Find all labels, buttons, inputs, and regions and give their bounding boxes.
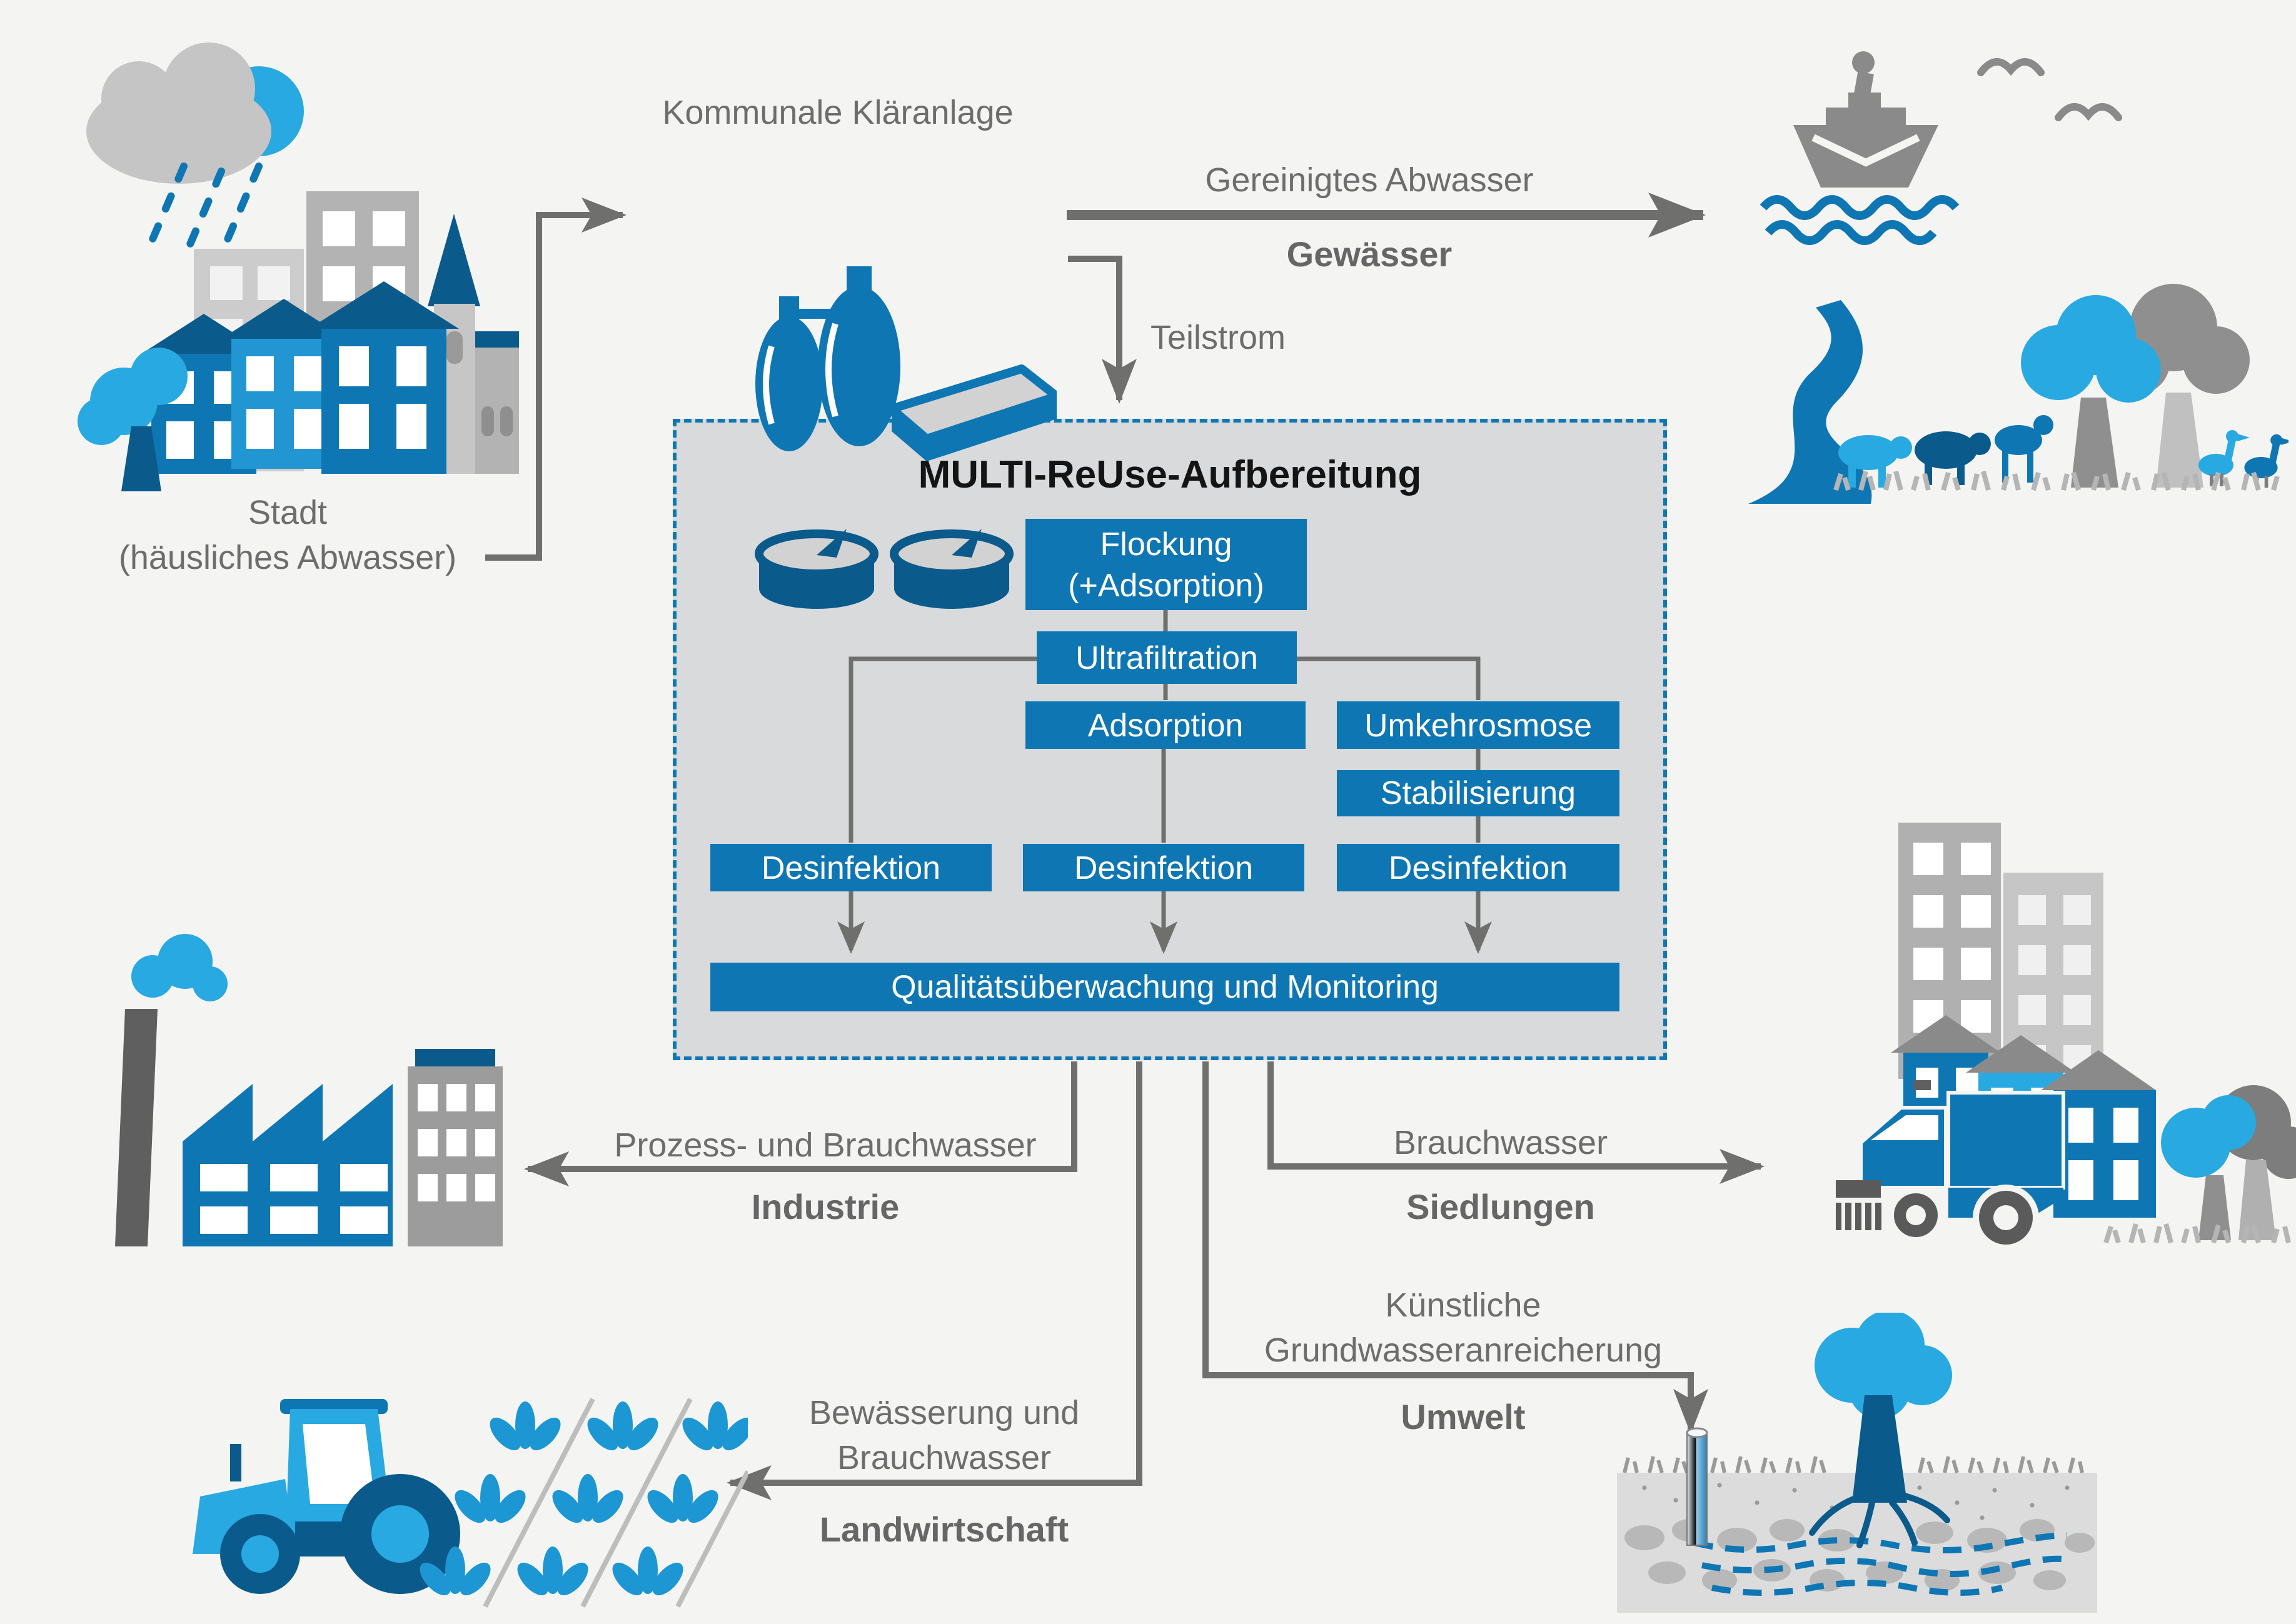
node-umkehrosmose: Umkehrosmose — [1337, 701, 1619, 749]
tree-icon — [2161, 1085, 2296, 1240]
chimney-icon — [115, 1009, 158, 1246]
bird-icon — [1981, 62, 2041, 73]
digester-icon — [755, 266, 900, 451]
panel-title: MULTI-ReUse-Aufbereitung — [918, 453, 1422, 496]
crop-field-icon — [415, 1399, 748, 1606]
settlement-icon — [1836, 800, 2296, 1263]
node-ultrafiltration: Ultrafiltration — [1037, 631, 1297, 684]
houses-icon — [141, 281, 459, 474]
node-adsorption: Adsorption — [1025, 701, 1306, 749]
siedlungen-label: Siedlungen — [1406, 1188, 1595, 1226]
siedlungen-flow-label: Brauchwasser — [1393, 1124, 1608, 1161]
waves-icon — [1763, 199, 1956, 241]
treatment-plant-icon — [707, 231, 1057, 644]
umwelt-label: Umwelt — [1401, 1398, 1526, 1436]
basin-icon — [892, 369, 1057, 461]
clarifier-icon — [759, 529, 1009, 609]
well-icon — [1687, 1428, 1707, 1545]
node-desinfektion-1: Desinfektion — [710, 844, 992, 891]
industrie-flow-label: Prozess- und Brauchwasser — [614, 1126, 1037, 1164]
city-icon — [69, 31, 519, 556]
gewaesser-label: Gewässer — [1286, 235, 1453, 274]
smoke-icon — [131, 934, 228, 1001]
node-desinfektion-3: Desinfektion — [1337, 844, 1619, 891]
sweeper-truck-icon — [1836, 1080, 2063, 1248]
agriculture-icon — [160, 1381, 748, 1619]
node-monitoring: Qualitätsüberwachung und Monitoring — [710, 963, 1619, 1011]
umwelt-flow-label: Künstliche Grundwasseranreicherung — [1264, 1286, 1663, 1369]
gereinigtes-abwasser-label: Gereinigtes Abwasser — [1205, 161, 1534, 199]
teilstrom-label: Teilstrom — [1151, 319, 1286, 356]
stadt-label: Stadt (häusliches Abwasser) — [118, 494, 457, 576]
landwirtschaft-label: Landwirtschaft — [819, 1510, 1069, 1549]
klaeranlage-label: Kommunale Kläranlage — [662, 94, 1014, 131]
bird-icon — [2058, 107, 2118, 118]
node-stabilisierung: Stabilisierung — [1337, 770, 1619, 816]
landwirtschaft-flow-label: Bewässerung und Brauchwasser — [808, 1394, 1080, 1476]
node-desinfektion-2: Desinfektion — [1023, 844, 1304, 891]
node-flockung: Flockung (+Adsorption) — [1025, 519, 1307, 610]
ship-icon — [1793, 51, 1938, 188]
rain-cloud-icon — [86, 43, 271, 259]
factory-icon — [88, 931, 506, 1294]
tractor-icon — [193, 1399, 460, 1594]
industrie-label: Industrie — [751, 1188, 900, 1226]
arrow-teilstrom — [1068, 259, 1119, 400]
nature-icon — [1748, 35, 2288, 504]
